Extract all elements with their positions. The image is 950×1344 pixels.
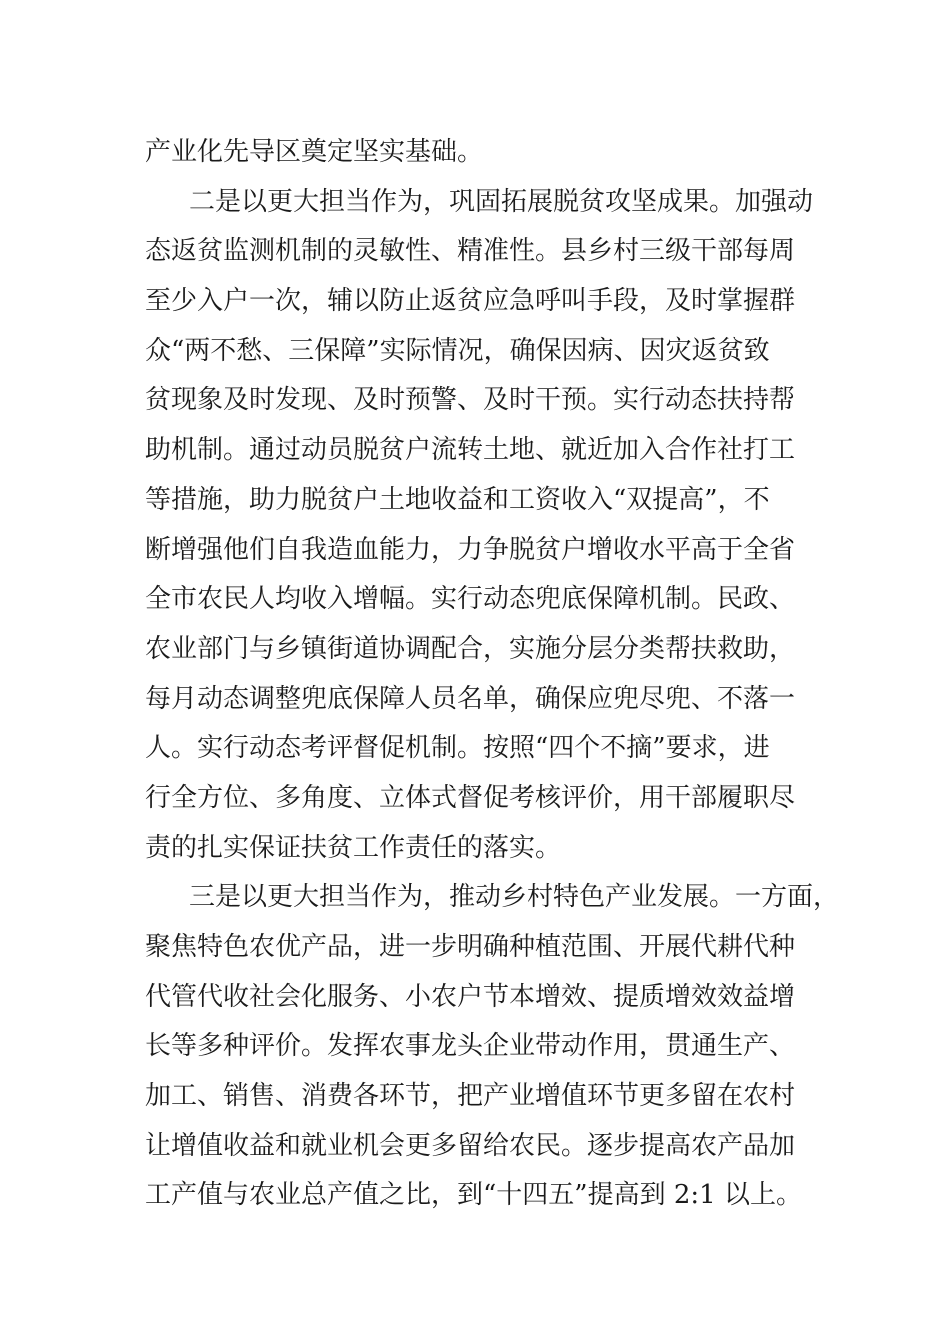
paragraph-start-line: 三是以更大担当作为，推动乡村特色产业发展。一方面， [189,882,840,913]
text-line: 加工、销售、消费各环节，把产业增值环节更多留在农村 [145,1081,796,1112]
text-line: 长等多种评价。发挥农事龙头企业带动作用，贯通生产、 [145,1031,796,1062]
text-line: 代管代收社会化服务、小农户节本增效、提质增效效益增 [145,981,796,1012]
text-line: 贫现象及时发现、及时预警、及时干预。实行动态扶持帮 [145,385,796,416]
text-line: 每月动态调整兜底保障人员名单，确保应兜尽兜、不落一 [145,683,796,714]
text-line: 责的扎实保证扶贫工作责任的落实。 [145,832,562,863]
text-line: 至少入户一次，辅以防止返贫应急呼叫手段，及时掌握群 [145,286,796,317]
text-line: 工产值与农业总产值之比，到“十四五”提高到 2:1 以上。 [145,1180,802,1211]
text-line: 断增强他们自我造血能力，力争脱贫户增收水平高于全省 [145,534,796,565]
text-line: 众“两不愁、三保障”实际情况，确保因病、因灾返贫致 [145,335,770,366]
text-line: 农业部门与乡镇街道协调配合，实施分层分类帮扶救助， [145,633,796,664]
text-line: 等措施，助力脱贫户土地收益和工资收入“双提高”，不 [145,484,770,515]
body-text [145,128,840,1221]
text-line: 聚焦特色农优产品，进一步明确种植范围、开展代耕代种 [145,932,796,962]
text-line: 全市农民人均收入增幅。实行动态兜底保障机制。民政、 [145,584,796,615]
text-line: 产业化先导区奠定坚实基础。 [145,137,484,167]
text-line: 态返贫监测机制的灵敏性、精准性。县乡村三级干部每周 [145,236,796,267]
text-line: 行全方位、多角度、立体式督促考核评价，用干部履职尽 [145,782,796,813]
text-line: 助机制。通过动员脱贫户流转土地、就近加入合作社打工 [145,435,796,466]
text-line: 人。实行动态考评督促机制。按照“四个不摘”要求，进 [145,733,770,764]
paragraph-start-line: 二是以更大担当作为，巩固拓展脱贫攻坚成果。加强动 [189,186,814,217]
text-line: 让增值收益和就业机会更多留给农民。逐步提高农产品加 [145,1130,796,1161]
